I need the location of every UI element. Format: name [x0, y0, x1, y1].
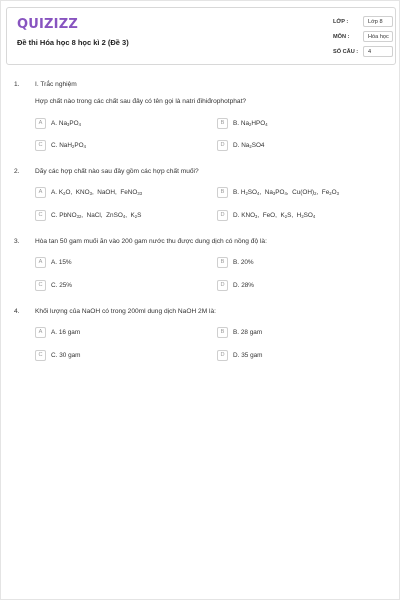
- option-letter-box: A: [35, 327, 46, 338]
- meta-label: SỐ CÂU :: [333, 49, 359, 55]
- option-text: B. $H_2SO_4$, $Na_3PO_4$, $Cu(OH)_2$, $Fe_2O_3$: [233, 189, 339, 196]
- option-text: D. $Na_2SO4$: [233, 142, 265, 149]
- option-letter-box: C: [35, 280, 46, 291]
- option-letter-box: D: [217, 140, 228, 151]
- meta-value: Hóa học: [363, 31, 393, 42]
- meta-label: LỚP :: [333, 19, 349, 25]
- option-letter-box: C: [35, 210, 46, 221]
- option-letter-box: C: [35, 140, 46, 151]
- question-number: 3.: [14, 238, 20, 245]
- option-text: D. 35 gam: [233, 352, 263, 359]
- option-text: A. 15%: [51, 259, 72, 266]
- option-letter-box: D: [217, 280, 228, 291]
- option-text: A. $K_2O$, $KNO_3$, NaOH, FeNO$_{33}$: [51, 189, 143, 196]
- quizizz-logo: QUIZIZZ: [17, 17, 78, 32]
- option-letter-box: A: [35, 118, 46, 129]
- section-heading: I. Trắc nghiệm: [35, 81, 77, 88]
- option-letter-box: C: [35, 350, 46, 361]
- question-text: Hòa tan 50 gam muối ăn vào 200 gam nước thu được dung dịch có nồng độ là:: [35, 238, 267, 245]
- question-number: 1.: [14, 81, 20, 88]
- question-text: Khối lượng của NaOH có trong 200ml dung dịch NaOH 2M là:: [35, 308, 216, 315]
- option-text: B. 20%: [233, 259, 254, 266]
- option-text: C. PbNO$_{32}$, NaCl, ZnSO$_4$, $K_2S$: [51, 212, 142, 219]
- option-letter-box: B: [217, 118, 228, 129]
- option-letter-box: B: [217, 327, 228, 338]
- option-text: C. 30 gam: [51, 352, 81, 359]
- option-text: B. $Na_2HPO_4$: [233, 120, 268, 127]
- question-text: Dãy các hợp chất nào sau đây gồm các hợp chất muối?: [35, 168, 199, 175]
- option-letter-box: B: [217, 257, 228, 268]
- worksheet-title: Đề thi Hóa học 8 học kì 2 (Đề 3): [17, 38, 129, 47]
- option-letter-box: D: [217, 210, 228, 221]
- option-letter-box: A: [35, 257, 46, 268]
- meta-value: Lớp 8: [363, 16, 393, 27]
- option-text: B. 28 gam: [233, 329, 263, 336]
- option-letter-box: D: [217, 350, 228, 361]
- option-letter-box: B: [217, 187, 228, 198]
- worksheet-header: [6, 7, 396, 65]
- question-number: 4.: [14, 308, 20, 315]
- option-text: D. 28%: [233, 282, 254, 289]
- option-text: A. 16 gam: [51, 329, 81, 336]
- question-text: Hợp chất nào trong các chất sau đây có tên gọi là natri đihiđrophotphat?: [35, 98, 247, 105]
- option-text: C. 25%: [51, 282, 72, 289]
- option-text: D. $KNO_3$, FeO, $K_2S$, $H_2SO_4$: [233, 212, 316, 219]
- option-letter-box: A: [35, 187, 46, 198]
- meta-value: 4: [363, 46, 393, 57]
- question-number: 2.: [14, 168, 20, 175]
- option-text: C. $NaH_2PO_4$: [51, 142, 86, 149]
- option-text: A. $Na_3PO_4$: [51, 120, 81, 127]
- meta-label: MÔN :: [333, 34, 350, 40]
